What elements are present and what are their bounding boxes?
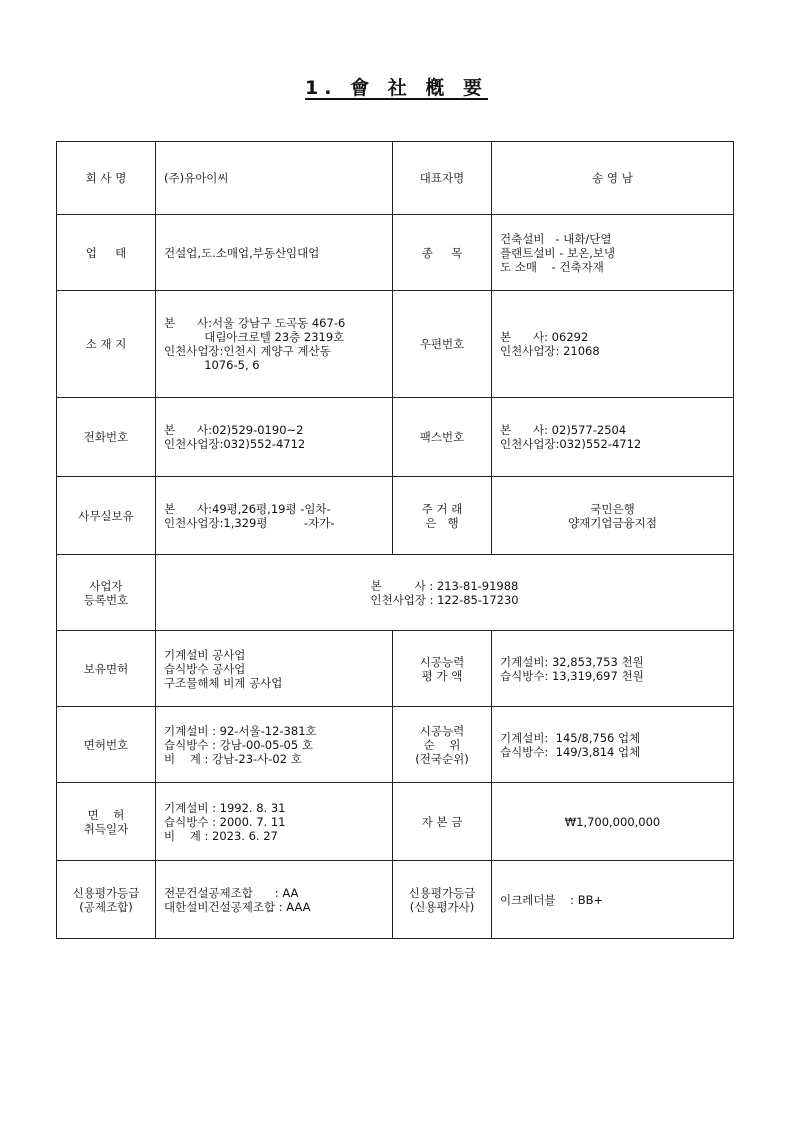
page-title	[0, 73, 793, 100]
row-office	[57, 477, 734, 555]
row-address	[57, 291, 734, 398]
address-value: 본 사:서울 강남구 도곡동 467-6 대림아크로텔 23층 2319호 인천사업장:인천시 계양구 계산동 1076-5, 6	[156, 291, 393, 398]
business-type-label: 업 태	[57, 215, 156, 291]
credit-union-value: 전문건설공제조합 : AA 대한설비건설공제조합 : AAA	[156, 861, 393, 939]
capacity-rank-label: 시공능력 순 위 (전국순위)	[393, 707, 492, 783]
main-bank-value: 국민은행 양재기업금융지점	[492, 477, 734, 555]
licenses-label: 보유면허	[57, 631, 156, 707]
row-licenses	[57, 631, 734, 707]
row-phone	[57, 398, 734, 477]
row-acquired	[57, 783, 734, 861]
registration-value: 본 사 : 213-81-91988 인천사업장 : 122-85-17230	[156, 555, 734, 631]
capital-label: 자 본 금	[393, 783, 492, 861]
page-title-text: 1. 會 社 槪 要	[305, 77, 488, 99]
business-item-value: 건축설비 - 내화/단열 플랜트설비 - 보온,보냉 도 소매 - 건축자재	[492, 215, 734, 291]
fax-label: 팩스번호	[393, 398, 492, 477]
row-company	[57, 142, 734, 215]
license-date-value: 기계설비 : 1992. 8. 31 습식방수 : 2000. 7. 11 비 계 : 2023. 6. 27	[156, 783, 393, 861]
capital-value: ₩1,700,000,000	[492, 783, 734, 861]
ceo-name-value: 송 영 남	[492, 142, 734, 215]
license-number-value: 기계설비 : 92-서울-12-381호 습식방수 : 강남-00-05-05 호 비 계 : 강남-23-사-02 호	[156, 707, 393, 783]
row-license-no	[57, 707, 734, 783]
licenses-value: 기계설비 공사업 습식방수 공사업 구조물해체 비계 공사업	[156, 631, 393, 707]
capacity-value-label: 시공능력 평 가 액	[393, 631, 492, 707]
credit-agency-value: 이크레더블 : BB+	[492, 861, 734, 939]
address-label: 소 재 지	[57, 291, 156, 398]
row-registration	[57, 555, 734, 631]
business-type-value: 건설업,도.소매업,부동산임대업	[156, 215, 393, 291]
phone-value: 본 사:02)529-0190~2 인천사업장:032)552-4712	[156, 398, 393, 477]
office-label: 사무실보유	[57, 477, 156, 555]
capacity-value-value: 기계설비: 32,853,753 천원 습식방수: 13,319,697 천원	[492, 631, 734, 707]
main-bank-label: 주 거 래 은 행	[393, 477, 492, 555]
license-date-label: 면 허 취득일자	[57, 783, 156, 861]
row-business	[57, 215, 734, 291]
ceo-name-label: 대표자명	[393, 142, 492, 215]
company-overview-table	[56, 141, 734, 939]
license-number-label: 면허번호	[57, 707, 156, 783]
phone-label: 전화번호	[57, 398, 156, 477]
credit-agency-label: 신용평가등급 (신용평가사)	[393, 861, 492, 939]
postal-code-value: 본 사: 06292 인천사업장: 21068	[492, 291, 734, 398]
registration-label: 사업자 등록번호	[57, 555, 156, 631]
postal-code-label: 우편번호	[393, 291, 492, 398]
office-value: 본 사:49평,26평,19평 -임차- 인천사업장:1,329평 -자가-	[156, 477, 393, 555]
company-name-value: (주)유아이씨	[156, 142, 393, 215]
capacity-rank-value: 기계설비: 145/8,756 업체 습식방수: 149/3,814 업체	[492, 707, 734, 783]
company-name-label: 회 사 명	[57, 142, 156, 215]
business-item-label: 종 목	[393, 215, 492, 291]
row-credit	[57, 861, 734, 939]
credit-union-label: 신용평가등급 (공제조합)	[57, 861, 156, 939]
fax-value: 본 사: 02)577-2504 인천사업장:032)552-4712	[492, 398, 734, 477]
